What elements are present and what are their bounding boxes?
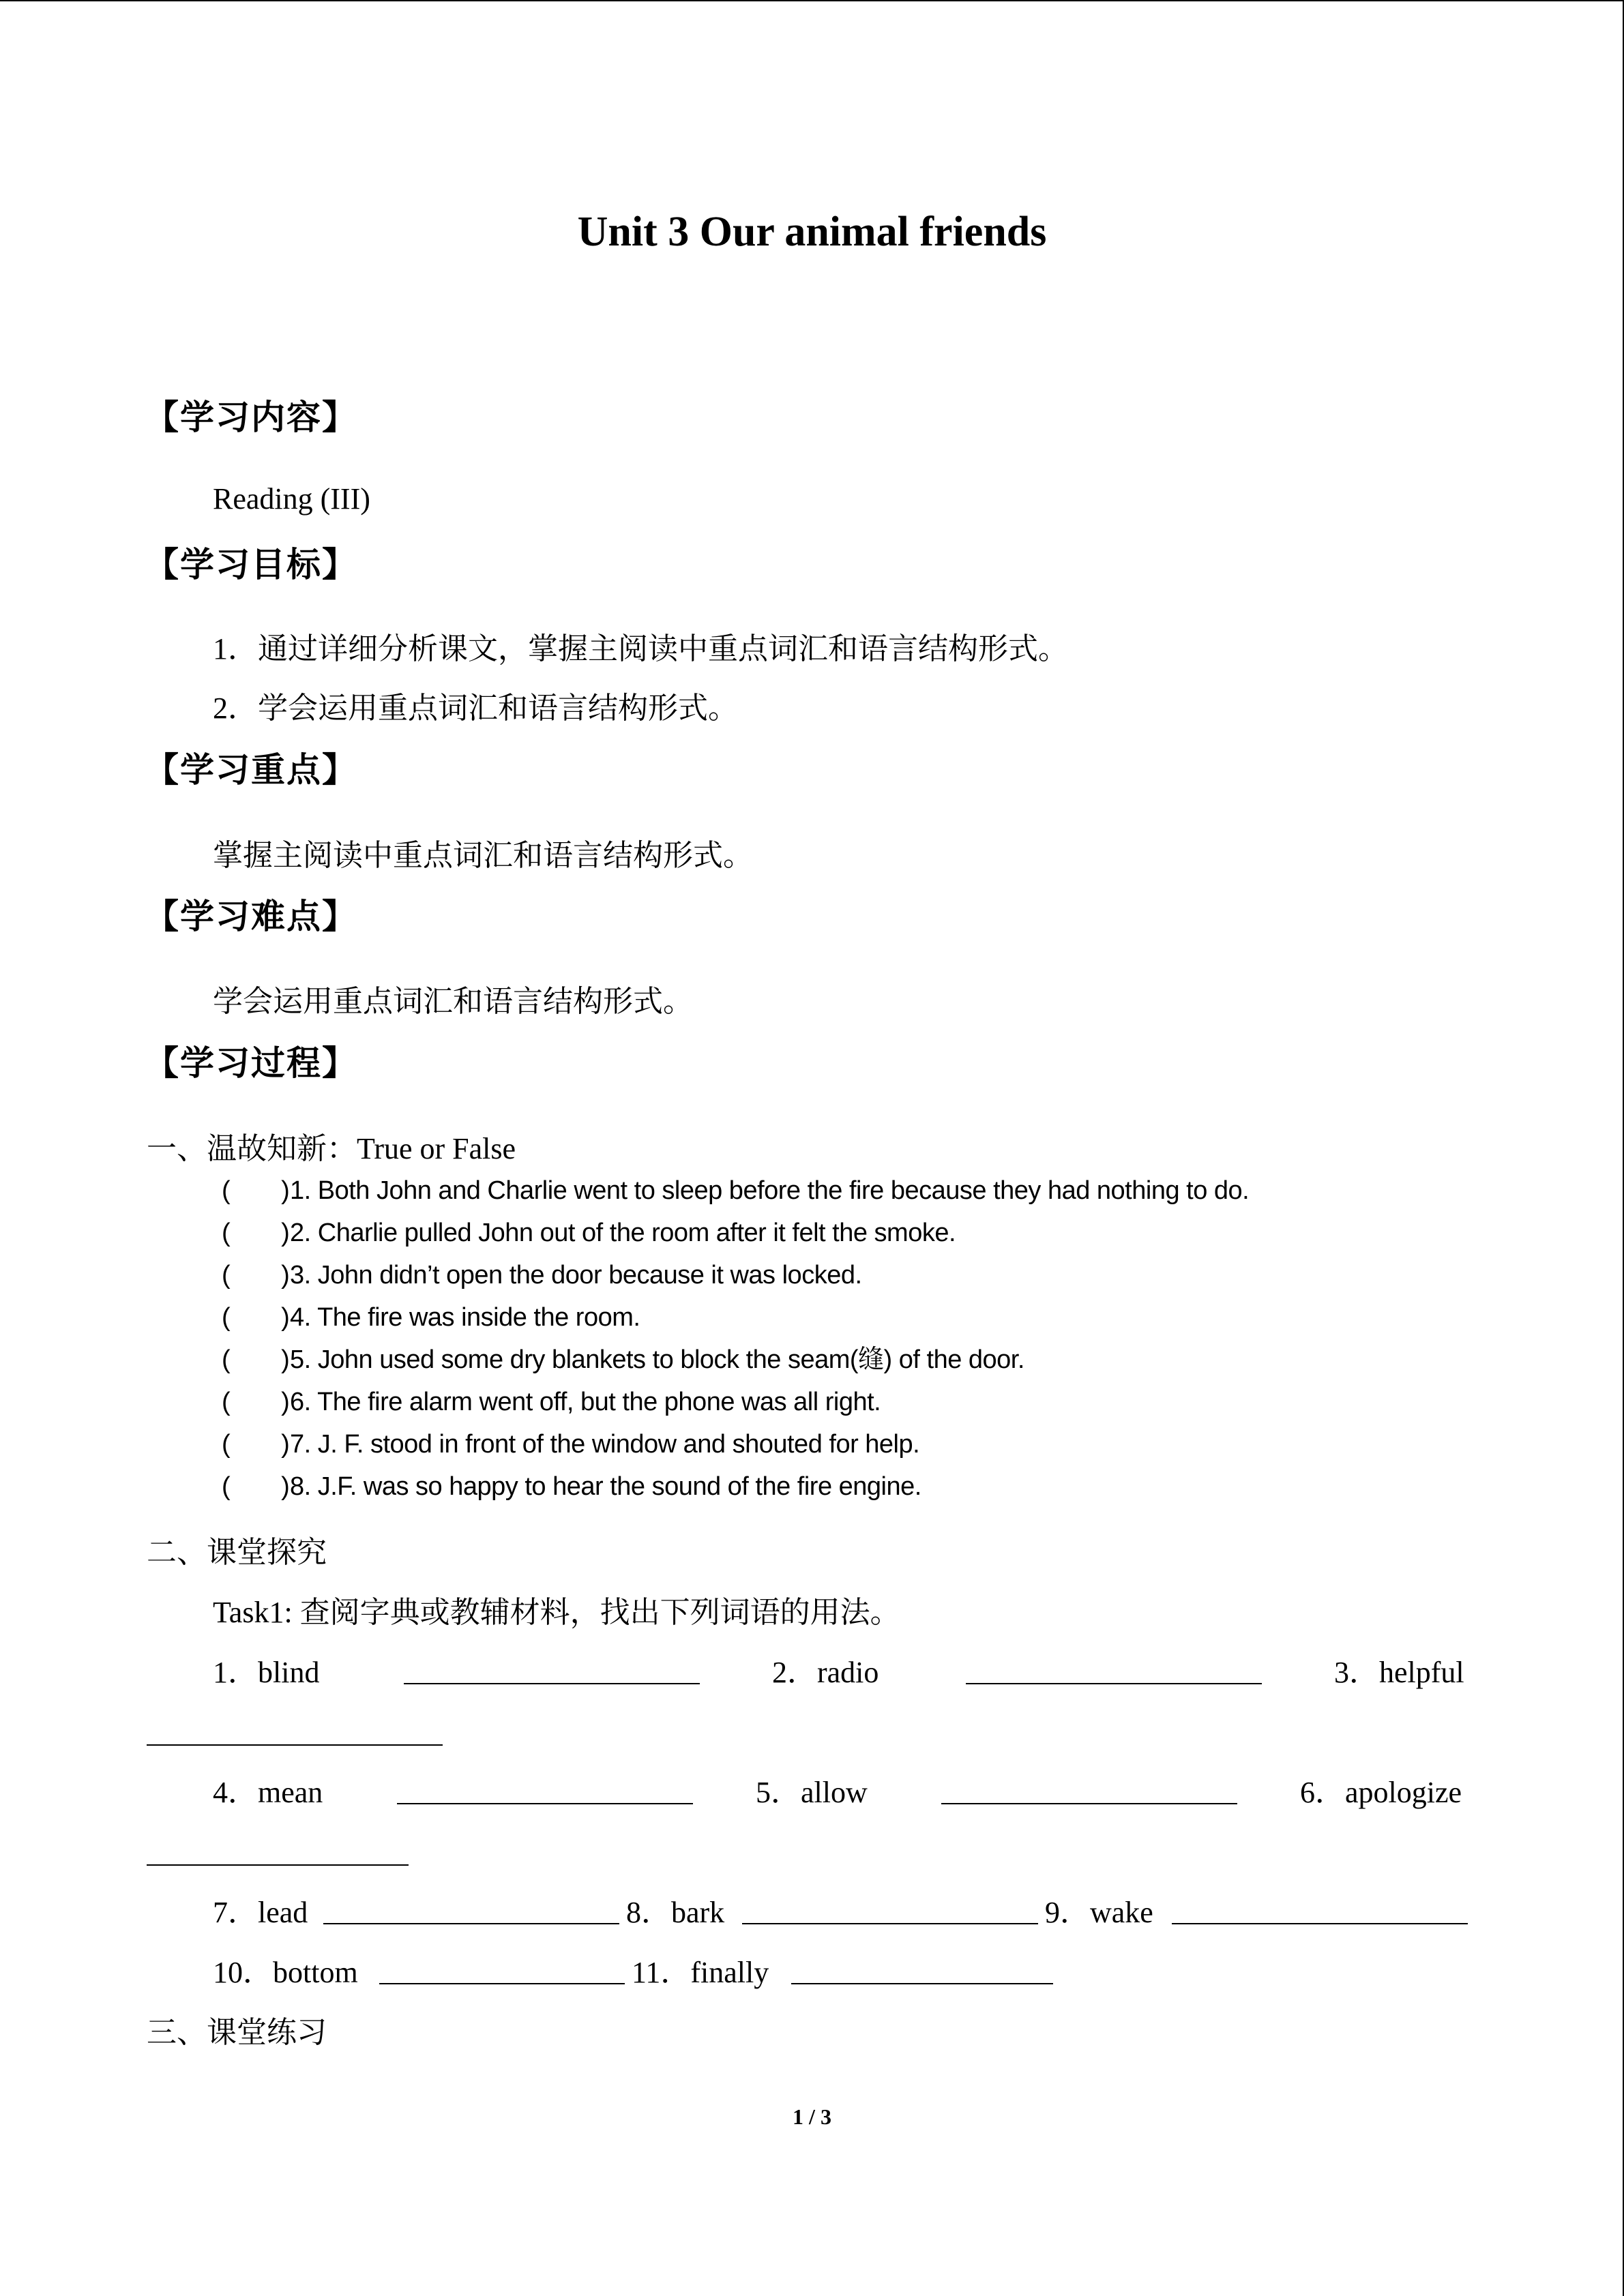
tf-paren[interactable]: ( ): [222, 1472, 290, 1501]
heading-process: 【学习过程】: [145, 1043, 357, 1083]
answer-blank[interactable]: [397, 1803, 693, 1804]
tf-statement: 1. Both John and Charlie went to sleep before the fire because they had nothing to do.: [290, 1176, 1250, 1205]
answer-blank[interactable]: [323, 1923, 619, 1924]
heading-difficulties: 【学习难点】: [145, 897, 357, 936]
section2-title: 二、课堂探究: [147, 1536, 327, 1569]
tf-item: [222, 1465, 921, 1502]
task1-instruction: Task1: 查阅字典或教辅材料，找出下列词语的用法。: [213, 1596, 900, 1629]
answer-blank[interactable]: [791, 1983, 1053, 1984]
vocab-word: 6．apologize: [1300, 1776, 1462, 1809]
vocab-word: 11．finally: [632, 1956, 769, 1989]
answer-blank[interactable]: [404, 1683, 700, 1684]
answer-blank[interactable]: [1172, 1923, 1468, 1924]
vocab-word: 8．bark: [626, 1896, 725, 1929]
tf-statement: 5. John used some dry blankets to block the seam(缝) of the door.: [290, 1345, 1024, 1374]
tf-item: [222, 1211, 956, 1249]
section1-title: 一、温故知新：True or False: [147, 1132, 516, 1165]
answer-blank[interactable]: [966, 1683, 1262, 1684]
content-text: Reading (III): [213, 482, 370, 516]
tf-paren[interactable]: ( ): [222, 1219, 290, 1247]
tf-statement: 8. J.F. was so happy to hear the sound of the fire engine.: [290, 1472, 921, 1501]
heading-goals: 【学习目标】: [145, 545, 357, 584]
key-points-text: 掌握主阅读中重点词汇和语言结构形式。: [213, 839, 753, 872]
page-number: 1 / 3: [793, 2104, 831, 2129]
tf-item: [222, 1380, 881, 1418]
tf-item: [222, 1253, 862, 1291]
answer-blank[interactable]: [147, 1864, 409, 1866]
tf-paren[interactable]: ( ): [222, 1261, 290, 1289]
vocab-word: 2．radio: [772, 1656, 879, 1689]
tf-paren[interactable]: ( ): [222, 1388, 290, 1416]
answer-blank[interactable]: [742, 1923, 1038, 1924]
goal-item-1: 1．通过详细分析课文，掌握主阅读中重点词汇和语言结构形式。: [213, 632, 1068, 666]
tf-paren[interactable]: ( ): [222, 1303, 290, 1332]
section3-title: 三、课堂练习: [147, 2016, 327, 2049]
vocab-word: 1．blind: [213, 1656, 320, 1689]
tf-item: [222, 1169, 1249, 1206]
answer-blank[interactable]: [941, 1803, 1237, 1804]
difficulties-text: 学会运用重点词汇和语言结构形式。: [213, 985, 693, 1018]
answer-blank[interactable]: [147, 1744, 443, 1746]
tf-paren[interactable]: ( ): [222, 1345, 290, 1374]
tf-paren[interactable]: ( ): [222, 1430, 290, 1459]
vocab-word: 5．allow: [756, 1776, 868, 1809]
heading-key-points: 【学习重点】: [145, 750, 357, 790]
tf-statement: 3. John didn’t open the door because it was locked.: [290, 1261, 862, 1289]
tf-statement: 4. The fire was inside the room.: [290, 1303, 640, 1332]
heading-content: 【学习内容】: [145, 398, 357, 437]
vocab-word: 3．helpful: [1334, 1656, 1464, 1689]
tf-paren[interactable]: ( ): [222, 1176, 290, 1205]
answer-blank[interactable]: [379, 1983, 625, 1984]
page-top-border: [0, 0, 1623, 1]
vocab-word: 10．bottom: [213, 1956, 358, 1989]
tf-item: [222, 1338, 1024, 1375]
goal-item-2: 2．学会运用重点词汇和语言结构形式。: [213, 691, 738, 725]
tf-item: [222, 1422, 919, 1460]
tf-statement: 6. The fire alarm went off, but the phone was all right.: [290, 1388, 881, 1416]
tf-item: [222, 1296, 640, 1333]
vocab-word: 4．mean: [213, 1776, 323, 1809]
tf-statement: 7. J. F. stood in front of the window and shouted for help.: [290, 1430, 920, 1459]
tf-statement: 2. Charlie pulled John out of the room after it felt the smoke.: [290, 1219, 956, 1247]
vocab-word: 7．lead: [213, 1896, 308, 1929]
vocab-word: 9．wake: [1045, 1896, 1153, 1929]
page-title: Unit 3 Our animal friends: [577, 209, 1047, 255]
